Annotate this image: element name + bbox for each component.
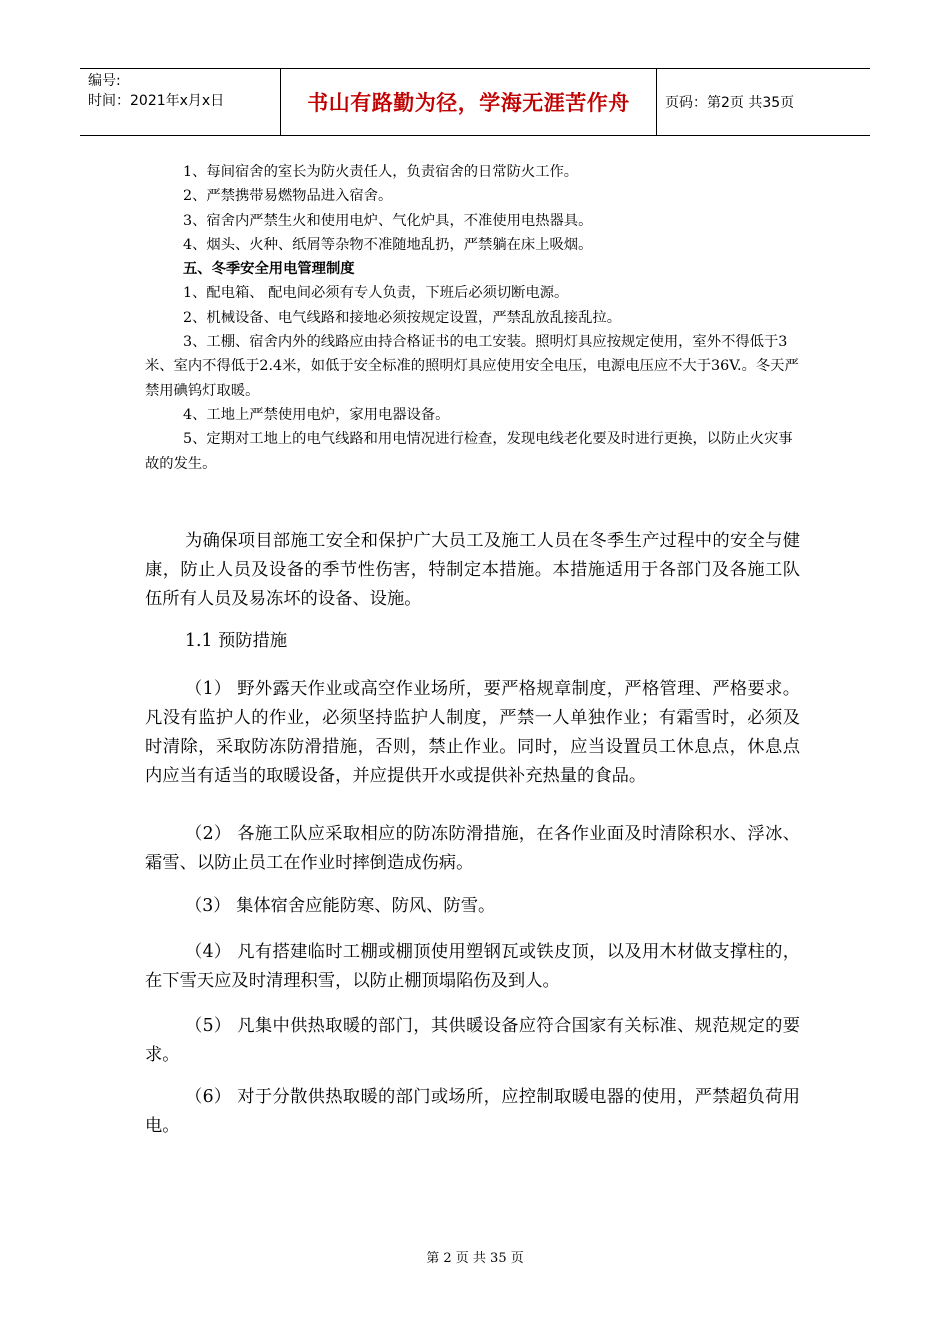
page-header	[80, 68, 870, 136]
header-meta	[80, 69, 281, 135]
measure-2-block	[145, 820, 800, 878]
list-item: 4、工地上严禁使用电炉，家用电器设备。	[183, 406, 450, 423]
measure-paragraph: （4） 凡有搭建临时工棚或棚顶使用塑钢瓦或铁皮顶，以及用木材做支撑柱的，在下雪天应及时清理积雪，以防止棚顶塌陷伤及到人。	[145, 942, 800, 991]
intro-paragraph-block	[145, 527, 800, 614]
list-item: 2、机械设备、电气线路和接地必须按规定设置，严禁乱放乱接乱拉。	[183, 309, 621, 326]
measure-paragraph: （3） 集体宿舍应能防寒、防风、防雪。	[185, 896, 496, 916]
subsection-title-block	[145, 627, 800, 656]
header-motto: 书山有路勤为径，学海无涯苦作舟	[281, 69, 657, 135]
list-item: 4、烟头、火种、纸屑等杂物不准随地乱扔，严禁躺在床上吸烟。	[183, 236, 593, 253]
measure-5-block	[145, 1012, 800, 1070]
measure-paragraph: （5） 凡集中供热取暖的部门，其供暖设备应符合国家有关标准、规范规定的要求。	[145, 1016, 800, 1065]
measure-3-block	[145, 892, 800, 921]
list-item: 1、配电箱、 配电间必须有专人负责，下班后必须切断电源。	[183, 285, 569, 302]
date-line: 时间：2021年x月x日	[88, 93, 225, 109]
page-footer: 第 2 页 共 35 页	[426, 1251, 524, 1266]
subsection-title: 1.1 预防措施	[185, 631, 288, 651]
section-heading: 五、冬季安全用电管理制度	[183, 261, 355, 278]
measure-paragraph: （1） 野外露天作业或高空作业场所，要严格规章制度，严格管理、严格要求。凡没有监护人的作业，必须坚持监护人制度，严禁一人单独作业；有霜雪时，必须及时清除，采取防冻防滑措施，否则，禁止作业。同时，应当设置员工休息点，休息点内应当有适当的取暖设备，并应提供开水或提供补充热量的食品。	[145, 679, 800, 786]
number-label: 编号:	[88, 73, 121, 89]
list-item: 2、严禁携带易燃物品进入宿舍。	[183, 188, 393, 205]
list-item: 3、工棚、宿舍内外的线路应由持合格证书的电工安装。照明灯具应按规定使用，室外不得低于3米、室内不得低于2.4米，如低于安全标准的照明灯具应使用安全电压，电源电压应不大于36V.。冬天严禁用碘钨灯取暖。	[145, 334, 799, 399]
measure-paragraph: （2） 各施工队应采取相应的防冻防滑措施，在各作业面及时清除积水、浮冰、霜雪、以防止员工在作业时摔倒造成伤病。	[145, 824, 800, 873]
list-item: 3、宿舍内严禁生火和使用电炉、气化炉具，不准使用电热器具。	[183, 212, 593, 229]
measure-1-block	[145, 675, 800, 791]
measure-4-block	[145, 938, 800, 996]
intro-paragraph: 为确保项目部施工安全和保护广大员工及施工人员在冬季生产过程中的安全与健康，防止人员及设备的季节性伤害，特制定本措施。本措施适用于各部门及各施工队伍所有人员及易冻坏的设备、设施。	[145, 531, 800, 609]
header-page-info: 页码：第2页 共35页	[665, 95, 795, 111]
list-item: 1、每间宿舍的室长为防火责任人，负责宿舍的日常防火工作。	[183, 164, 579, 180]
list-item: 5、定期对工地上的电气线路和用电情况进行检查，发现电线老化要及时进行更换，以防止火灾事故的发生。	[145, 431, 793, 472]
dorm-fire-rules	[145, 160, 800, 476]
measure-6-block	[145, 1083, 800, 1141]
measure-paragraph: （6） 对于分散供热取暖的部门或场所，应控制取暖电器的使用，严禁超负荷用电。	[145, 1087, 800, 1136]
